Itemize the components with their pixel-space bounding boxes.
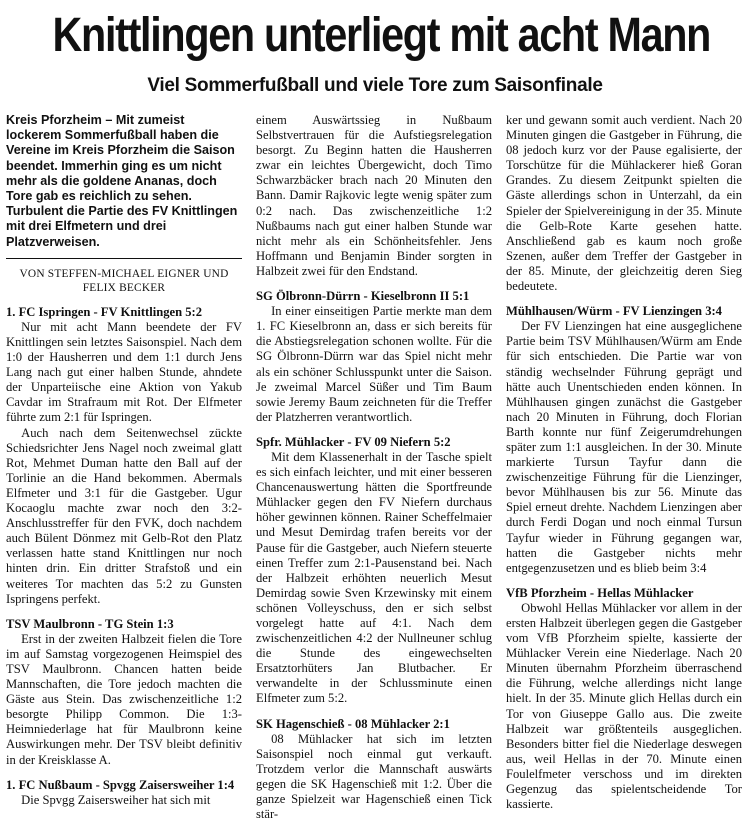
paragraph: einem Auswärtssieg in Nußbaum Selbstvertrauen für die Aufstiegsrelegation besorgt. Zu Beginn hatten die Hausherren zwar ein leichtes Übergewicht, doch Timo Schwarzbäcker brach nach 20 Minuten den Bann. Damir Rajkovic legte wenig später zum 0:2 nach. Das zwischenzeitliche 1:2 Nußbaums nach gut einer halben Stunde war nicht mehr als ein Schönheitsfehler. Jens Hoffmann und Benjamin Binder sorgten in Halbzeit zwei für den Endstand. — [256, 113, 492, 278]
subheadline: Viel Sommerfußball und viele Tore zum Saisonfinale — [147, 75, 603, 96]
article-lead: Kreis Pforzheim – Mit zumeist lockerem Sommerfußball haben die Vereine im Kreis Pforzheim die Saison beendet. Immerhin ging es um nicht mehr als die goldene Ananas, doch Tore gab es reichlich zu sehen. Turbulent die Partie des FV Knittlingen mit drei Elfmetern und drei Platzverweisen. — [6, 113, 238, 249]
section-heading: SG Ölbronn-Dürrn - Kieselbronn II 5:1 — [256, 289, 470, 304]
paragraph: Obwohl Hellas Mühlacker vor allem in der ersten Halbzeit überlegen gegen die Gastgeber vom VfB Pforzheim spielte, kassierte der Mühlacker Verein eine Niederlage. Nach 20 Minuten übernahm Pforzheim überraschend die Führung, welche allerdings nicht lange hielt. In der 35. Minute glich Hellas durch ein Tor von Giuseppe Gallo aus. Die zweite Halbzeit war größtenteils ausgeglichen. Besonders bitter fiel die Niederlage deswegen aus, weil Hellas in der 70. Minute einen Foulelfmeter verschoss und im direkten Gegenzug das spielentscheidende Tor kassierte. — [506, 600, 742, 812]
section-heading: Mühlhausen/Würm - FV Lienzingen 3:4 — [506, 304, 722, 319]
paragraph: Nur mit acht Mann beendete der FV Knittlingen sein letztes Saisonspiel. Nach dem 1:0 der Hausherren und dem 1:1 durch Jens Lang nach gut einer halben Stunde, ahndete der Unparteiische eine Aktion von Yakub Cavdar im Strafraum mit Rot. Der Elfmeter führte zum 2:1 für Ispringen. — [6, 319, 242, 425]
column-2 — [256, 113, 492, 822]
divider-rule — [6, 258, 242, 259]
section-heading: 1. FC Nußbaum - Spvgg Zaisersweiher 1:4 — [6, 777, 235, 792]
section-heading: TSV Maulbronn - TG Stein 1:3 — [6, 616, 174, 631]
paragraph: ker und gewann somit auch verdient. Nach 20 Minuten gingen die Gastgeber in Führung, die 08 jedoch kurz vor der Pause egalisierte, der Torschütze für die Mühlackerer hieß Goran Grandes. Zu diesem Zeitpunkt spielten die Gäste allerdings schon in Unterzahl, da ein Spieler der Spielvereinigung in der 35. Minute die Gelb-Rote Karte gesehen hatte. Anschließend gab es kaum noch große Szenen, außer dem Treffer der Gastgeber in der 85. Minute, der gleichzeitig deren Sieg bedeutete. — [506, 113, 742, 294]
section-heading: SK Hagenschieß - 08 Mühlacker 2:1 — [256, 716, 450, 731]
paragraph: In einer einseitigen Partie merkte man dem 1. FC Kieselbronn an, dass er sich bereits für die Abstiegsrelegation schonen wollte. Für die SG Ölbronn-Dürrn war das Spiel nicht mehr als ein schöner Schlusspunkt unter die Saison. Je zweimal Marcel Süßer und Tim Baum sowie Jeremy Baum zeichneten für die Treffer der Platzherren verantwortlich. — [256, 304, 492, 424]
paragraph: Die Spvgg Zaisersweiher hat sich mit — [21, 792, 211, 807]
byline: VON STEFFEN-MICHAEL EIGNER UND FELIX BECKER — [19, 267, 229, 294]
headline: Knittlingen unterliegt mit acht Mann — [52, 9, 711, 62]
paragraph: Auch nach dem Seitenwechsel zückte Schiedsrichter Jens Nagel noch zweimal glatt Rot, Mehmet Duman hatte den Ball auf der Torlinie an die Hand bekommen. Abermals Elfmeter und 3:1 für die Gastgeber. Ugur Kocaoglu machte zwar noch den 3:2-Anschlusstreffer für den FVK, doch nachdem auch Bülent Dönmez mit Gelb-Rot den Platz verlassen hatte stand Knittlingen nur noch hinten drin. Ein dritter Strafstoß und ein weiteres Tor machten das 5:2 zu Gunsten Ispringens perfekt. — [6, 425, 242, 606]
section-heading: Spfr. Mühlacker - FV 09 Niefern 5:2 — [256, 434, 451, 449]
paragraph: Erst in der zweiten Halbzeit fielen die Tore im auf Samstag vorgezogenen Heimspiel des TSV Maulbronn. Chancen hatten beide Mannschaften, die Tore jedoch machten die Gäste aus Stein. Das zwischenzeitliche 1:2 besorgte Philipp Common. Die 1:3-Heimniederlage hat für Maulbronn keine Auswirkungen mehr. Der TSV bleibt definitiv in der Kreisklasse A. — [6, 631, 242, 767]
paragraph: 08 Mühlacker hat sich im letzten Saisonspiel noch einmal gut verkauft. Trotzdem verlor die Mannschaft auswärts gegen die SK Hagenschieß mit 1:2. Über die ganze Spielzeit war Hagenschieß einen Tick stär- — [256, 731, 492, 822]
paragraph: Der FV Lienzingen hat eine ausgeglichene Partie beim TSV Mühlhausen/Würm am Ende für sich entschieden. Die Partie war von ständig wechselnder Führung geprägt und hätte auch Unentschieden enden können. In Mühlhausen gingen zunächst die Gastgeber nach 20 Minuten in Führung, doch Florian Barth konnte nur fünf Zeigerumdrehungen später zum 1:1 ausgleichen. In der 30. Minute markierte Tursun Tayfur dann die zwischenzeitige Führung für die Lienzinger, bevor Mühlhausen bis zur 56. Minute das Spiel erneut drehte. Nachdem Lienzingen aber durch Ferdi Dogan und noch einmal Tursun Tayfur wieder in Führung gegangen war, hatten die Gastgeber nichts mehr entgegenzusetzen und es blieb beim 3:4 — [506, 319, 742, 575]
paragraph: Mit dem Klassenerhalt in der Tasche spielt es sich einfach leichter, und mit einer besseren Chancenauswertung hätten die Sportfreunde Mühlacker gegen den FV Niefern durchaus höher gewinnen können. Rainer Scheffelmaier und Mesut Demirdag trafen bereits vor der Pause für die Gastgeber, auch Niefern steuerte einen Treffer zum 2:1-Pausenstand bei. Nach der Halbzeit erhöhten neuerlich Mesut Demirdag sowie Sven Krzewinsky mit einem schönen Volleyschuss, den er sich selbst vorgelegt hatte auf 4:1. Nach dem zwischenzeitlichen 4:2 der Nullneuner schlug die Stunde des eingewechselten Ersatztorhüters Jan Blutbacher. Er verwandelte in der Schlussminute einen Elfmeter zum 5:2. — [256, 449, 492, 706]
section-heading: 1. FC Ispringen - FV Knittlingen 5:2 — [6, 304, 203, 319]
section-heading: VfB Pforzheim - Hellas Mühlacker — [506, 585, 694, 600]
column-1 — [6, 113, 242, 807]
column-3 — [506, 113, 742, 812]
